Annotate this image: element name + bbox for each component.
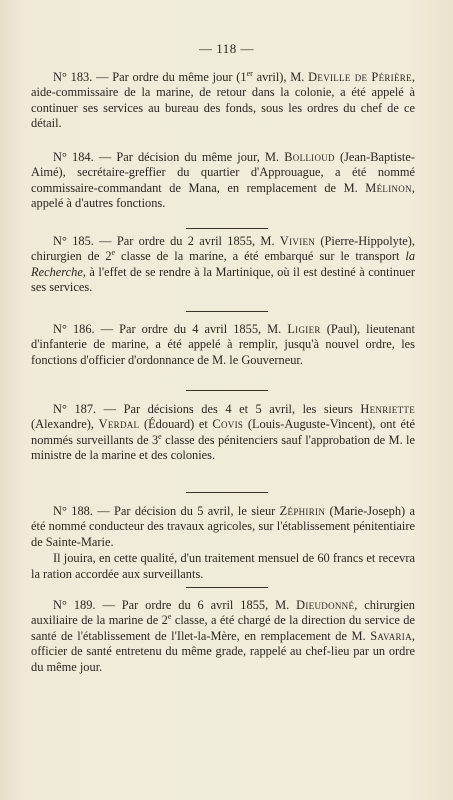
entry-183 [31,70,415,132]
entry-183-paragraph: N° 183. — Par ordre du même jour (1er avril), M. Deville de Périère, aide-commissaire de la marine, de retour dans la colonie, a été appelé à continuer ses services au bureau des fonds, sous les ordres du chef de ce détail. [31,69,415,131]
ship-name: la Recherche [31,249,416,279]
person-name: Bollioud [284,150,335,164]
person-name: Savaria [370,628,412,643]
entry-186-paragraph: N° 186. — Par ordre du 4 avril 1855, M. Ligier (Paul), lieutenant d'infanterie de marine, a été appelé à remplir, jusqu'à nouvel ordre, les fonctions d'officier d'ordonnance de M. le Gouverneur. [31,322,415,367]
entry-188-paragraph-1: N° 188. — Par décision du 5 avril, le sieur Zéphirin (Marie-Joseph) a été nommé conducteur des travaux agricoles, sur l'établissement pénitentiaire de Sainte-Marie. [31,504,416,549]
entry-184 [31,150,415,212]
entry-187 [31,402,415,464]
entry-188 [31,504,415,582]
separator-rule [186,587,268,588]
separator-rule [186,228,268,229]
separator-rule [186,492,268,493]
separator-rule [186,390,268,391]
separator-rule [186,311,268,312]
person-name: Mélinon [365,180,412,195]
person-name: Zéphirin [279,504,326,518]
person-name: Dieudonné [296,598,355,612]
person-name: Henriette [360,402,415,416]
entry-188-paragraph-2: Il jouira, en cette qualité, d'un traitement mensuel de 60 francs et recevra la ration accordée aux surveillants. [31,551,415,581]
person-name: Ligier [287,322,321,336]
page-number: — 118 — [198,41,255,56]
entry-185-paragraph: N° 185. — Par ordre du 2 avril 1855, M. Vivien (Pierre-Hippolyte), chirurgien de 2e classe de la marine, a été embarqué sur le transport la Recherche, à l'effet de se rendre à la Martinique, où il est destiné à continuer ses services. [31,234,416,295]
entry-189-paragraph: N° 189. — Par ordre du 6 avril 1855, M. Dieudonné, chirurgien auxiliaire de la marine de 2e classe, a été chargé de la direction du service de santé de l'établissement de l'Ilet-la-Mère, en remplacement de M. Savaria, officier de santé entretenu du même grade, rappelé au chef-lieu par un ordre du même jour. [31,598,415,674]
person-name: Covis [212,417,244,432]
person-name: Vivien [279,234,316,248]
entry-187-paragraph: N° 187. — Par décisions des 4 et 5 avril, les sieurs Henriette (Alexandre), Verdal (Édouard) et Covis (Louis-Auguste-Vincent), ont été nommés surveillants de 3e classe des pénitenciers sauf l'approbation de M. le ministre de la marine et des colonies. [31,402,415,463]
person-name: Deville de Périère [308,70,412,84]
person-name: Verdal [98,417,140,432]
entry-185 [31,234,415,296]
entry-184-paragraph: N° 184. — Par décision du même jour, M. Bollioud (Jean-Baptiste-Aimé), secrétaire-greffier du quartier d'Approuague, a été nommé commissaire-commandant de Mana, en remplacement de M. Mélinon, appelé à d'autres fonctions. [31,150,415,211]
entry-189 [31,598,415,675]
entry-186 [31,322,415,368]
